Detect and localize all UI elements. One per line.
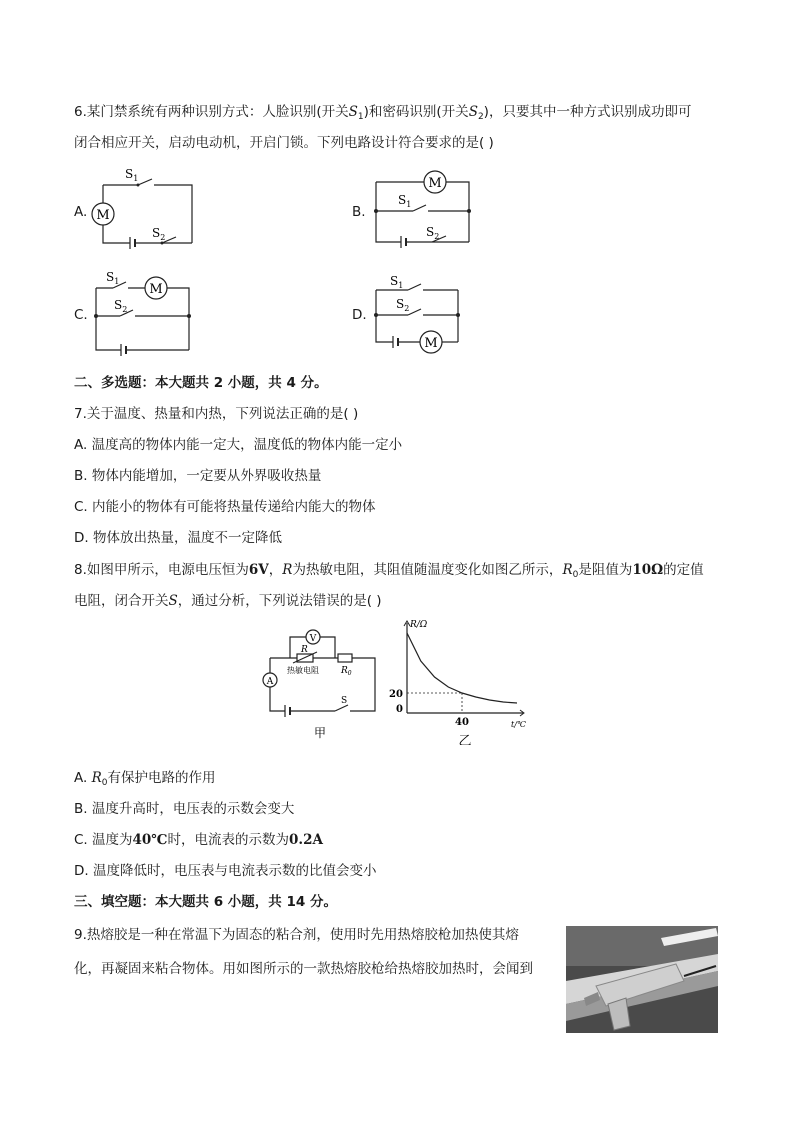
q7-option-b[interactable]: B. 物体内能增加，一定要从外界吸收热量: [74, 468, 322, 484]
y-axis-label: R/Ω: [410, 620, 428, 630]
q8-fig-thermistor-label: 热敏电阻: [287, 666, 319, 675]
x-axis-label: t/℃: [511, 720, 526, 729]
q8-l2-a: 电阻，闭合开关: [74, 593, 169, 609]
q8-opt-a-text: 有保护电路的作用: [107, 770, 216, 786]
q8-caption-yi: 乙: [458, 734, 472, 745]
q8-r0-value: 10Ω: [632, 562, 664, 578]
q8-stem-line2: [74, 592, 382, 610]
glue-gun-photo: [566, 926, 718, 1033]
q8-figure-yi-chart: [385, 615, 535, 745]
q6-b-s2: $S_2$: [426, 225, 440, 241]
q6-option-c-label[interactable]: C.: [74, 307, 88, 323]
q6-option-b-circuit[interactable]: [368, 170, 478, 250]
q8-l1-c: 为热敏电阻，其阻值随温度变化如图乙所示，: [292, 562, 563, 578]
q6-stem-line2: 闭合相应开关，启动电动机，开启门锁。下列电路设计符合要求的是( ): [74, 135, 494, 151]
q6-s1-symbol: S: [348, 104, 358, 120]
q8-opt-c-b: 时，电流表的示数为: [167, 832, 289, 848]
q6-option-a-label[interactable]: A.: [74, 204, 88, 220]
q6-line1-b: )和密码识别(开关: [363, 104, 469, 120]
q6-c-s1: $S_1$: [106, 270, 120, 286]
q8-fig-r0-label: $R_0$: [341, 666, 352, 677]
q6-b-s1: $S_1$: [398, 193, 412, 209]
q8-l1-a: 8.如图甲所示，电源电压恒为: [74, 562, 249, 578]
section-3-heading: 三、填空题：本大题共 6 小题，共 14 分。: [74, 894, 337, 910]
q9-line2: 化，再凝固来粘合物体。用如图所示的一款热熔胶枪给热熔胶加热时，会闻到: [74, 961, 533, 977]
x-tick-40: 40: [455, 717, 469, 728]
q8-ammeter-label: A: [266, 677, 274, 687]
q8-voltage: 6V: [248, 562, 269, 578]
y-tick-20: 20: [389, 689, 403, 700]
q6-option-b-label[interactable]: B.: [352, 204, 366, 220]
q8-s-symbol: S: [168, 593, 178, 609]
q8-option-c[interactable]: [74, 831, 323, 849]
q6-c-motor-label: M: [149, 282, 163, 297]
q8-opt-a-prefix: A.: [74, 770, 92, 786]
q8-fig-switch-label: S: [341, 696, 348, 706]
q8-option-d[interactable]: D. 温度降低时，电压表与电流表示数的比值会变小: [74, 863, 377, 879]
q6-d-s1: $S_1$: [390, 274, 404, 290]
q8-option-a[interactable]: [74, 769, 216, 792]
q8-opt-c-temp: 40℃: [132, 832, 168, 848]
q7-option-c[interactable]: C. 内能小的物体有可能将热量传递给内能大的物体: [74, 499, 376, 515]
q6-d-motor-label: M: [424, 336, 438, 351]
q8-r0-symbol: R: [562, 562, 573, 578]
q6-s2-sub: 2: [477, 112, 484, 122]
q6-b-motor-label: M: [428, 176, 442, 191]
q8-l1-b: ，: [268, 562, 283, 578]
origin-label: 0: [396, 704, 403, 715]
section-2-heading: 二、多选题：本大题共 2 小题，共 4 分。: [74, 375, 328, 391]
q6-s1-sub: 1: [357, 112, 364, 122]
q8-stem-line1: [74, 561, 704, 584]
q8-opt-c-a: C. 温度为: [74, 832, 133, 848]
q6-option-d-label[interactable]: D.: [352, 307, 367, 323]
q8-l2-b: ，通过分析，下列说法错误的是( ): [177, 593, 382, 609]
q6-line1-a: 6.某门禁系统有两种识别方式：人脸识别(开关: [74, 104, 349, 120]
q6-c-s2: $S_2$: [114, 298, 128, 314]
q9-line1: 9.热熔胶是一种在常温下为固态的粘合剂，使用时先用热熔胶枪加热使其熔: [74, 927, 519, 943]
q8-voltmeter-label: V: [309, 634, 317, 644]
q7-stem: 7.关于温度、热量和内热，下列说法正确的是( ): [74, 406, 359, 422]
q6-a-s2: $S_2$: [152, 226, 166, 242]
q8-figure-jia-circuit: [255, 625, 385, 745]
q6-a-s1: $S_1$: [125, 167, 139, 183]
q8-opt-a-sub: 0: [101, 778, 108, 788]
q8-l1-d: 是阻值为: [578, 562, 633, 578]
q6-line1-c: )，只要其中一种方式识别成功即可: [483, 104, 692, 120]
q6-s2-symbol: S: [468, 104, 478, 120]
q7-option-a[interactable]: A. 温度高的物体内能一定大，温度低的物体内能一定小: [74, 437, 403, 453]
q8-r0-sub: 0: [572, 570, 579, 580]
q8-l1-e: 的定值: [663, 562, 704, 578]
q8-opt-c-current: 0.2A: [288, 832, 323, 848]
q7-option-d[interactable]: D. 物体放出热量，温度不一定降低: [74, 530, 282, 546]
q6-a-motor-label: M: [96, 208, 110, 223]
q8-opt-a-r: R: [91, 770, 102, 786]
r-t-curve: [407, 633, 517, 703]
q8-fig-r-label: R: [301, 645, 308, 655]
q6-option-d-circuit[interactable]: [368, 270, 478, 356]
q6-stem-line1: [74, 103, 691, 126]
q6-option-c-circuit[interactable]: [88, 268, 198, 356]
q8-option-b[interactable]: B. 温度升高时，电压表的示数会变大: [74, 801, 295, 817]
q6-d-s2: $S_2$: [396, 297, 410, 313]
q6-option-a-circuit[interactable]: [90, 165, 200, 250]
q8-r-symbol: R: [282, 562, 293, 578]
q8-caption-jia: 甲: [313, 726, 327, 740]
